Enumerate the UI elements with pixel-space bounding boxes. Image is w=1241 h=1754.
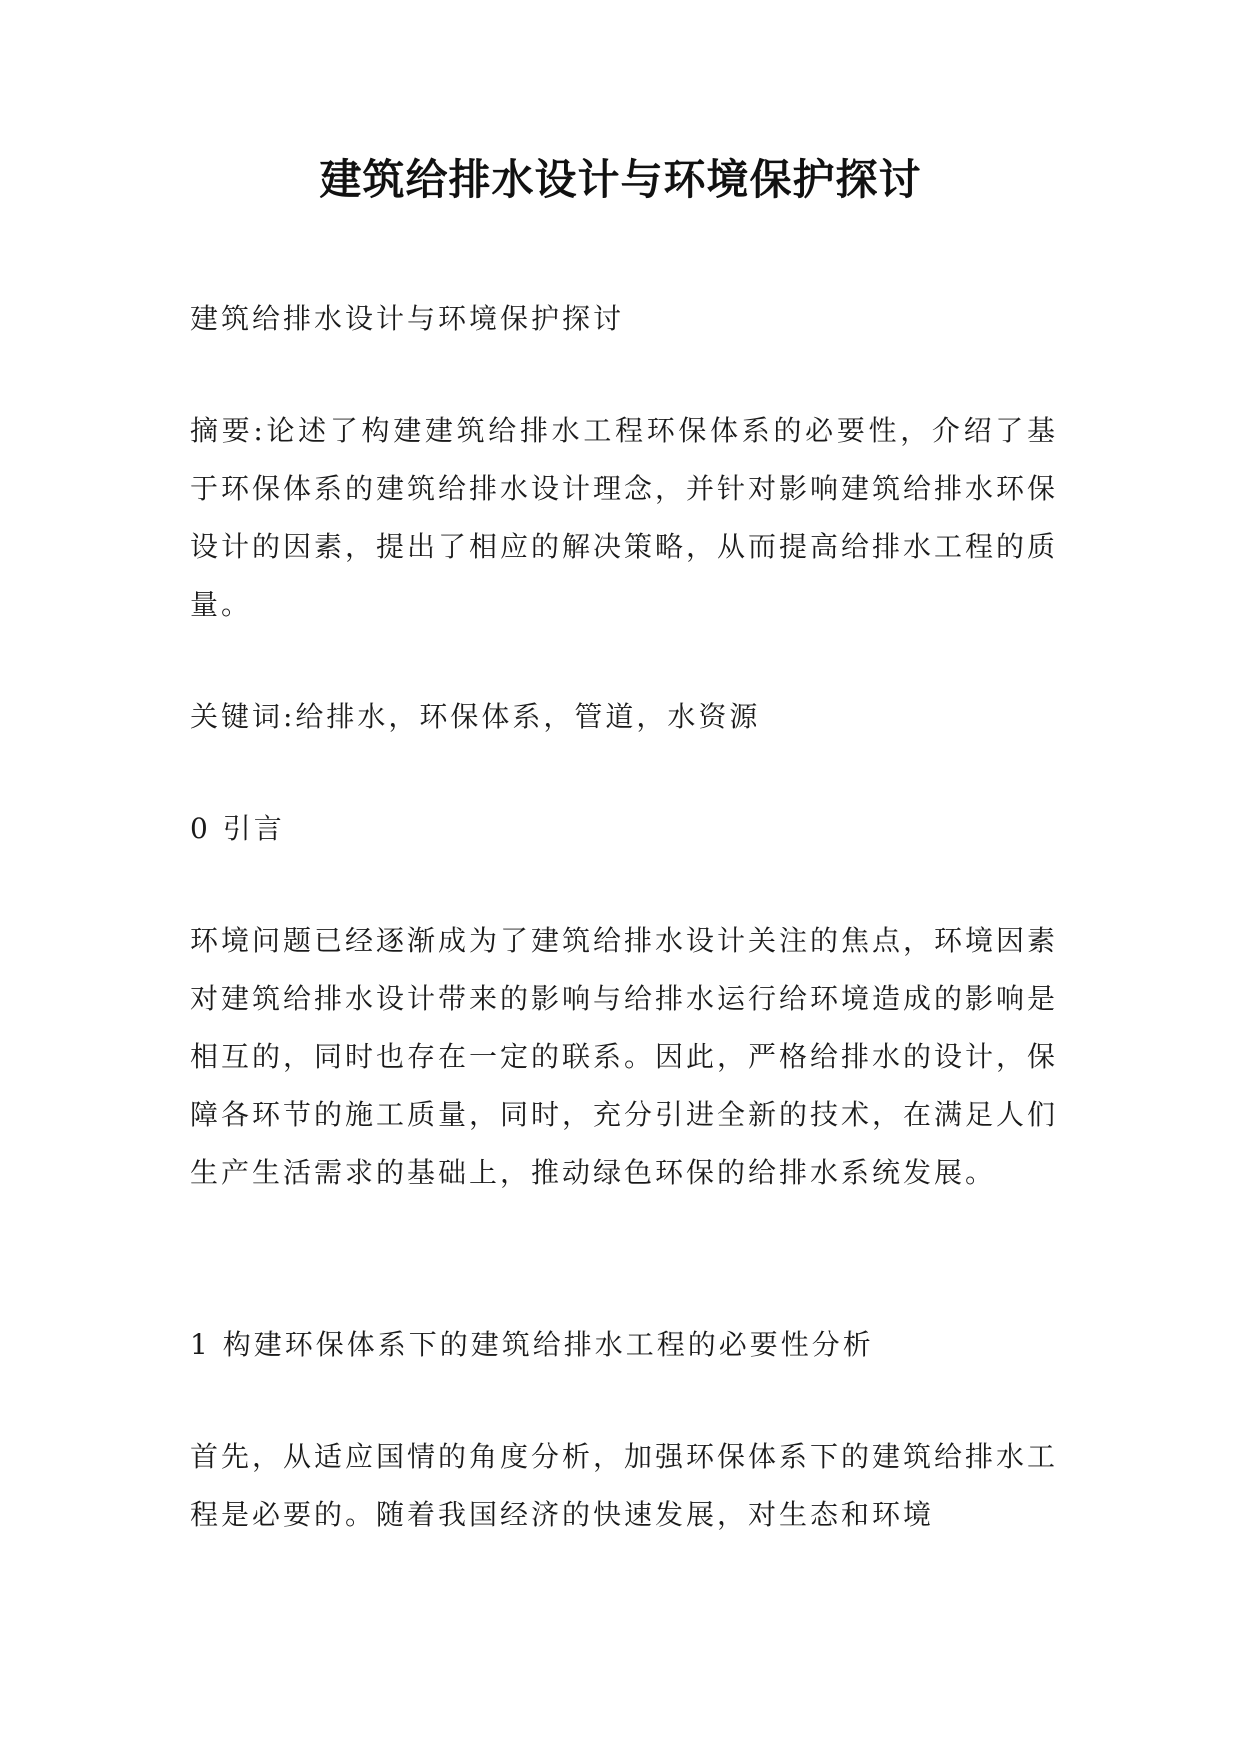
abstract-paragraph: 摘要:论述了构建建筑给排水工程环保体系的必要性，介绍了基于环保体系的建筑给排水设计理念，并针对影响建筑给排水环保设计的因素，提出了相应的解决策略，从而提高给排水工程的质量。 (190, 414, 1059, 621)
document-title: 建筑给排水设计与环境保护探讨 (319, 155, 922, 204)
section-heading-introduction: 0 引言 (190, 812, 285, 845)
document-subtitle: 建筑给排水设计与环境保护探讨 (190, 302, 625, 335)
keywords-paragraph: 关键词:给排水，环保体系，管道，水资源 (190, 700, 761, 733)
section-heading-necessity: 1 构建环保体系下的建筑给排水工程的必要性分析 (190, 1328, 874, 1361)
introduction-paragraph: 环境问题已经逐渐成为了建筑给排水设计关注的焦点，环境因素对建筑给排水设计带来的影响与给排水运行给环境造成的影响是相互的，同时也存在一定的联系。因此，严格给排水的设计，保障各环节的施工质量，同时，充分引进全新的技术，在满足人们生产生活需求的基础上，推动绿色环保的给排水系统发展。 (190, 924, 1059, 1189)
necessity-paragraph: 首先，从适应国情的角度分析，加强环保体系下的建筑给排水工程是必要的。随着我国经济的快速发展，对生态和环境 (190, 1440, 1059, 1531)
